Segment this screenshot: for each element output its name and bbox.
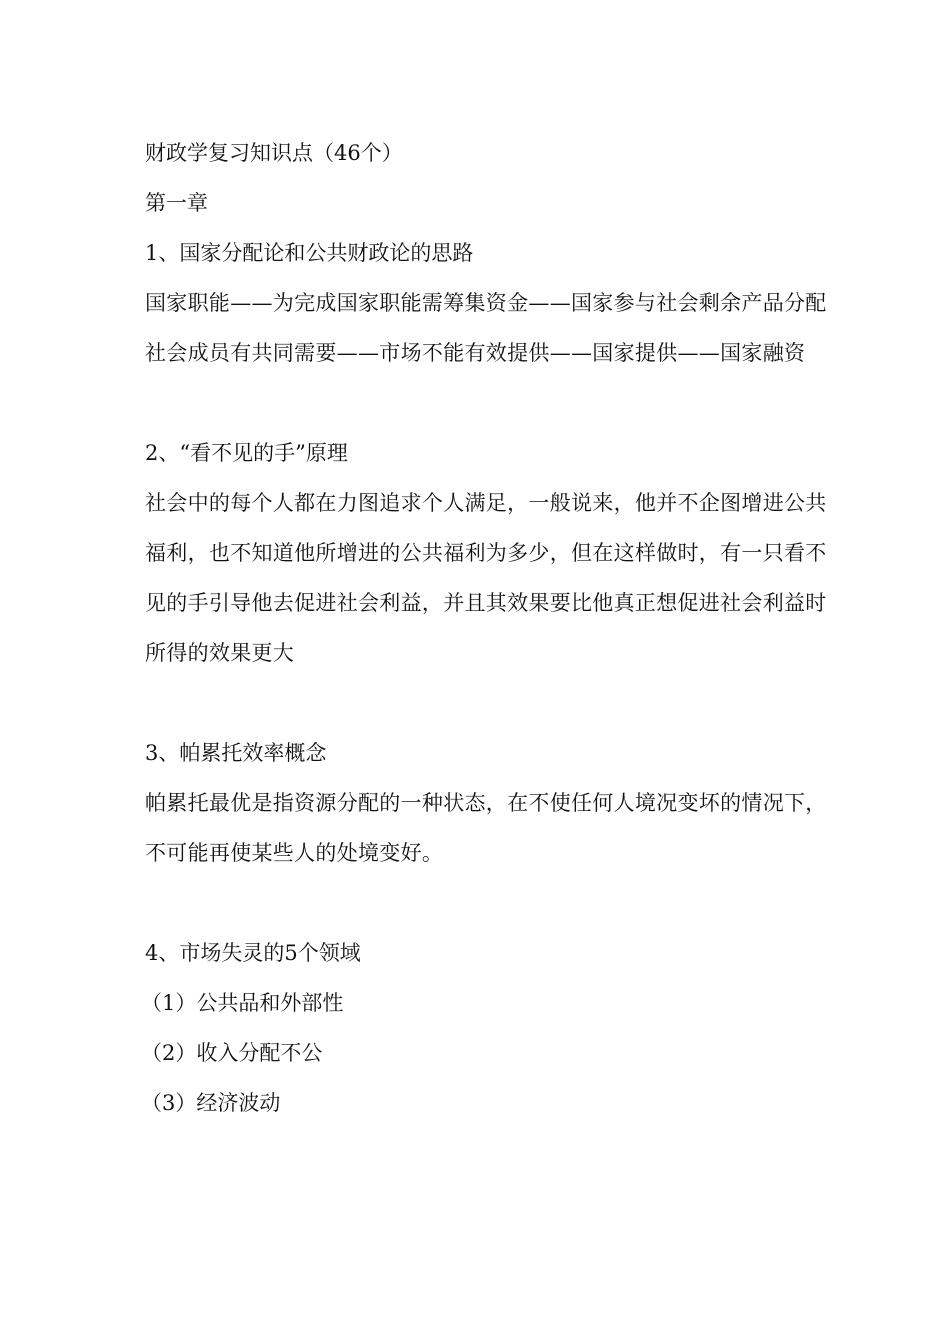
document-content [141, 128, 835, 1128]
section-2-paragraph-1: 社会中的每个人都在力图追求个人满足，一般说来，他并不企图增进公共福利，也不知道他所增进的公共福利为多少，但在这样做时，有一只看不见的手引导他去促进社会利益，并且其效果要比他真正想促进社会利益时所得的效果更大 [145, 491, 827, 665]
list-item: （2）收入分配不公 [141, 1041, 323, 1065]
document-title: 财政学复习知识点（46个） [145, 141, 403, 165]
blank-line [145, 878, 835, 928]
section-1-paragraph-2: 社会成员有共同需要——市场不能有效提供——国家提供——国家融资 [145, 341, 806, 365]
blank-line [145, 378, 835, 428]
section-3-paragraph-1: 帕累托最优是指资源分配的一种状态，在不使任何人境况变坏的情况下，不可能再使某些人的处境变好。 [145, 791, 827, 865]
list-item: （3）经济波动 [141, 1091, 281, 1115]
blank-line [145, 678, 835, 728]
section-heading-3: 3、帕累托效率概念 [145, 741, 327, 765]
section-heading-1: 1、国家分配论和公共财政论的思路 [145, 241, 474, 265]
chapter-heading: 第一章 [145, 191, 208, 215]
section-heading-2: 2、“看不见的手”原理 [145, 441, 348, 465]
section-1-paragraph-1: 国家职能——为完成国家职能需筹集资金——国家参与社会剩余产品分配 [145, 291, 827, 315]
section-heading-4: 4、市场失灵的5个领域 [145, 941, 361, 965]
list-item: （1）公共品和外部性 [141, 991, 344, 1015]
